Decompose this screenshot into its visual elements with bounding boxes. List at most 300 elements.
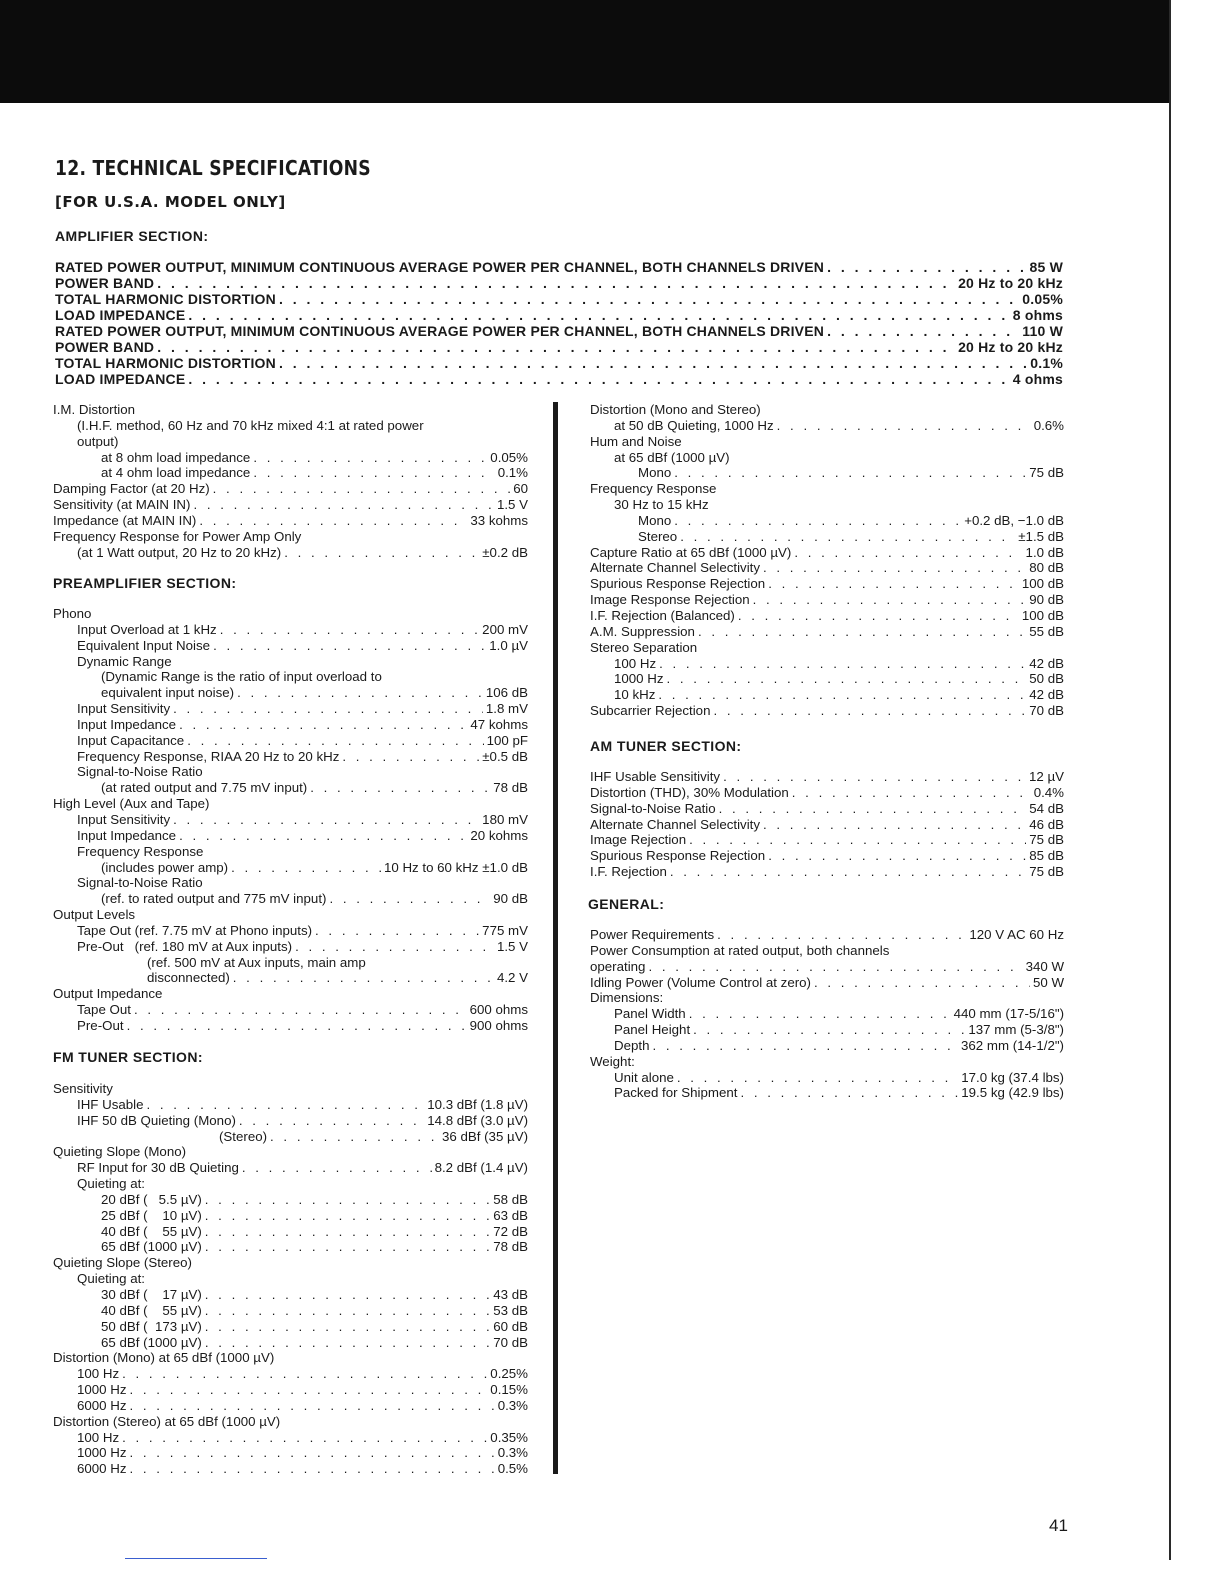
spec-label: Distortion (Mono and Stereo) — [590, 402, 761, 417]
spec-label: 20 dBf ( 5.5 µV) — [101, 1191, 202, 1207]
spec-label: I.F. Rejection (Balanced) — [590, 607, 735, 623]
spec-label: 6000 Hz — [77, 1461, 127, 1477]
spec-label: High Level (Aux and Tape) — [53, 796, 210, 812]
spec-label: Signal-to-Noise Ratio — [590, 800, 716, 816]
spec-label: at 4 ohm load impedance — [101, 465, 251, 481]
spec-label: (at 1 Watt output, 20 Hz to 20 kHz) — [77, 544, 282, 560]
spec-row — [53, 513, 528, 529]
spec-row — [53, 545, 528, 561]
spec-label: IHF Usable Sensitivity — [590, 769, 721, 784]
spec-row — [590, 545, 1064, 561]
dot-leader — [134, 1002, 467, 1018]
spec-value: 0.05% — [490, 449, 528, 465]
dot-leader — [719, 801, 1027, 817]
spec-row — [53, 828, 528, 844]
am-tuner-section-title: AM TUNER SECTION: — [590, 738, 742, 754]
spec-label: Weight: — [590, 1053, 635, 1069]
spec-label: POWER BAND — [55, 339, 155, 355]
dot-leader — [205, 1319, 490, 1335]
spec-label: 10 kHz — [614, 687, 656, 703]
dot-leader — [193, 497, 494, 513]
dot-leader — [220, 622, 479, 638]
spec-value: 180 mV — [482, 811, 528, 827]
spec-row — [53, 970, 528, 986]
dot-leader — [279, 355, 1027, 371]
spec-row — [590, 418, 1064, 434]
dot-leader — [205, 1303, 490, 1319]
spec-row — [55, 307, 1063, 323]
spec-row — [55, 355, 1063, 371]
spec-row — [53, 844, 528, 860]
spec-row — [53, 812, 528, 828]
dot-leader — [130, 1445, 495, 1461]
dot-leader — [253, 450, 487, 466]
spec-value: 33 kohms — [470, 512, 528, 528]
spec-label: Dynamic Range — [77, 653, 172, 669]
spec-value: 46 dB — [1029, 816, 1064, 832]
spec-value: 78 dB — [493, 1239, 528, 1255]
spec-label: A.M. Suppression — [590, 623, 695, 639]
spec-label: IHF 50 dB Quieting (Mono) — [77, 1112, 236, 1128]
column-divider — [553, 402, 558, 1474]
spec-row — [53, 875, 528, 891]
spec-value: 78 dB — [493, 780, 528, 796]
spec-value: 20 Hz to 20 kHz — [958, 339, 1063, 355]
spec-row — [53, 1430, 528, 1446]
spec-row — [53, 955, 528, 971]
spec-label: Sensitivity — [53, 1081, 113, 1096]
spec-value: 53 dB — [493, 1302, 528, 1318]
spec-row — [53, 1081, 528, 1097]
dot-leader — [130, 1461, 495, 1477]
spec-value: 0.6% — [1033, 417, 1064, 433]
dot-leader — [253, 465, 494, 481]
spec-row — [590, 529, 1064, 545]
dot-leader — [205, 1208, 490, 1224]
spec-row — [53, 1208, 528, 1224]
dot-leader — [689, 832, 1026, 848]
spec-label: equivalent input noise) — [101, 685, 235, 701]
spec-label: 50 dBf ( 173 µV) — [101, 1318, 202, 1334]
spec-row — [53, 450, 528, 466]
dot-leader — [122, 1430, 487, 1446]
spec-value: 63 dB — [493, 1207, 528, 1223]
spec-row — [53, 1255, 528, 1271]
spec-value: 17.0 kg (37.4 lbs) — [961, 1069, 1064, 1085]
spec-row — [590, 1070, 1064, 1086]
spec-value: ±0.5 dB — [482, 748, 528, 764]
spec-row — [590, 1085, 1064, 1101]
spec-row — [53, 780, 528, 796]
spec-label: Input Sensitivity — [77, 701, 171, 717]
dot-leader — [689, 1006, 951, 1022]
spec-value: 4.2 V — [496, 970, 528, 986]
page-subtitle: [FOR U.S.A. MODEL ONLY] — [55, 193, 286, 211]
spec-label: Panel Height — [614, 1022, 691, 1038]
dot-leader — [667, 671, 1027, 687]
dot-leader — [205, 1335, 490, 1351]
spec-value: 80 dB — [1029, 560, 1064, 576]
spec-label: 100 Hz — [77, 1366, 120, 1382]
spec-label: 65 dBf (1000 µV) — [101, 1239, 202, 1255]
spec-label: at 65 dBf (1000 µV) — [614, 449, 730, 465]
spec-label: Equivalent Input Noise — [77, 637, 211, 653]
spec-row — [590, 959, 1064, 975]
spec-row — [53, 497, 528, 513]
spec-label: Pre-Out (ref. 180 mV at Aux inputs) — [77, 938, 293, 954]
spec-row — [590, 785, 1064, 801]
spec-row — [590, 1038, 1064, 1054]
spec-value: 100 dB — [1021, 576, 1064, 592]
spec-value: 72 dB — [493, 1223, 528, 1239]
spec-row — [53, 1461, 528, 1477]
spec-value: 120 V AC 60 Hz — [969, 927, 1064, 942]
spec-label: Damping Factor (at 20 Hz) — [53, 481, 210, 497]
dot-leader — [652, 1038, 958, 1054]
spec-value: ±0.2 dB — [482, 544, 528, 560]
dot-leader — [763, 817, 1026, 833]
spec-label: (Stereo) — [219, 1128, 268, 1144]
dot-leader — [205, 1224, 490, 1240]
spec-row — [53, 418, 528, 434]
dot-leader — [310, 780, 490, 796]
spec-row — [590, 943, 1064, 959]
spec-label: Spurious Response Rejection — [590, 848, 766, 864]
dot-leader — [740, 1085, 958, 1101]
spec-row — [590, 703, 1064, 719]
spec-row — [53, 939, 528, 955]
spec-value: 47 kohms — [470, 716, 528, 732]
dot-leader — [670, 864, 1026, 880]
spec-label: Input Impedance — [77, 827, 177, 843]
spec-row — [53, 481, 528, 497]
spec-value: 900 ohms — [469, 1017, 528, 1033]
spec-row — [53, 638, 528, 654]
spec-row — [53, 1287, 528, 1303]
dot-leader — [768, 848, 1026, 864]
spec-row — [53, 1382, 528, 1398]
spec-value: 0.4% — [1033, 784, 1064, 800]
spec-row — [590, 624, 1064, 640]
fm-tuner-continued-list — [590, 402, 1064, 719]
spec-label: Mono — [638, 465, 672, 481]
fm-tuner-section-title: FM TUNER SECTION: — [53, 1049, 203, 1065]
spec-label: Alternate Channel Selectivity — [590, 560, 760, 576]
spec-value: 19.5 kg (42.9 lbs) — [961, 1085, 1064, 1101]
dot-leader — [188, 307, 1009, 323]
dot-leader — [157, 275, 955, 291]
spec-value: 0.1% — [497, 465, 528, 481]
spec-row — [590, 481, 1064, 497]
spec-label: 65 dBf (1000 µV) — [101, 1334, 202, 1350]
spec-label: Impedance (at MAIN IN) — [53, 512, 197, 528]
spec-row — [53, 1176, 528, 1192]
spec-label: 40 dBf ( 55 µV) — [101, 1302, 202, 1318]
spec-value: 137 mm (5-3/8") — [968, 1022, 1064, 1038]
dot-leader — [827, 323, 1019, 339]
dot-leader — [674, 513, 961, 529]
dot-leader — [659, 656, 1026, 672]
spec-row — [590, 817, 1064, 833]
spec-row — [590, 848, 1064, 864]
spec-label: 40 dBf ( 55 µV) — [101, 1223, 202, 1239]
spec-label: Hum and Noise — [590, 433, 682, 449]
spec-row — [590, 927, 1064, 943]
spec-label: Frequency Response — [77, 843, 204, 859]
spec-row — [55, 275, 1063, 291]
spec-value: 85 W — [1029, 259, 1063, 275]
page-number: 41 — [1049, 1516, 1068, 1535]
dot-leader — [179, 828, 467, 844]
spec-row — [55, 259, 1063, 275]
spec-row — [53, 529, 528, 545]
spec-label: TOTAL HARMONIC DISTORTION — [55, 355, 276, 371]
spec-row — [55, 291, 1063, 307]
spec-label: 100 Hz — [77, 1429, 120, 1445]
spec-row — [53, 1113, 528, 1129]
dot-leader — [827, 259, 1026, 275]
spec-value: 0.3% — [497, 1445, 528, 1461]
spec-row — [590, 608, 1064, 624]
spec-value: 10.3 dBf (1.8 µV) — [427, 1096, 528, 1112]
spec-label: output) — [77, 433, 119, 449]
spec-value: 1.0 µV — [489, 637, 528, 653]
spec-row — [590, 769, 1064, 785]
spec-row — [53, 1144, 528, 1160]
spec-label: Pre-Out — [77, 1017, 124, 1033]
spec-value: 440 mm (17-5/16") — [953, 1006, 1064, 1022]
spec-row — [53, 701, 528, 717]
spec-row — [590, 864, 1064, 880]
dot-leader — [199, 513, 467, 529]
dot-leader — [284, 545, 479, 561]
dot-leader — [753, 592, 1027, 608]
spec-label: Input Capacitance — [77, 732, 185, 748]
dot-leader — [231, 860, 381, 876]
spec-label: (includes power amp) — [101, 859, 229, 875]
amplifier-spec-list — [55, 259, 1063, 387]
spec-row — [53, 685, 528, 701]
amp-details-list — [53, 402, 528, 560]
spec-row — [53, 1350, 528, 1366]
spec-row — [53, 907, 528, 923]
spec-label: Mono — [638, 512, 672, 528]
dot-leader — [242, 1160, 432, 1176]
spec-value: 8.2 dBf (1.4 µV) — [434, 1160, 528, 1176]
spec-label: (ref. 500 mV at Aux inputs, main amp — [147, 954, 366, 970]
spec-row — [590, 656, 1064, 672]
dot-leader — [295, 939, 494, 955]
spec-row — [53, 717, 528, 733]
spec-value: 100 dB — [1021, 607, 1064, 623]
spec-label: Tape Out — [77, 1002, 131, 1018]
preamp-spec-list — [53, 606, 528, 1034]
dot-leader — [127, 1018, 467, 1034]
spec-label: Input Overload at 1 kHz — [77, 621, 217, 637]
dot-leader — [179, 717, 467, 733]
spec-label: Stereo Separation — [590, 639, 698, 655]
spec-row — [53, 1303, 528, 1319]
spec-label: Distortion (THD), 30% Modulation — [590, 784, 789, 800]
spec-row — [53, 1192, 528, 1208]
spec-value: 362 mm (14-1/2") — [960, 1037, 1064, 1053]
dot-leader — [130, 1398, 495, 1414]
spec-row — [590, 671, 1064, 687]
spec-value: 75 dB — [1029, 832, 1064, 848]
spec-value: 90 dB — [493, 891, 528, 907]
spec-row — [590, 434, 1064, 450]
dot-leader — [794, 545, 1022, 561]
spec-row — [53, 733, 528, 749]
spec-label: Spurious Response Rejection — [590, 576, 766, 592]
spec-row — [53, 1271, 528, 1287]
spec-label: (I.H.F. method, 60 Hz and 70 kHz mixed 4:1 at rated power — [77, 417, 424, 433]
spec-row — [53, 622, 528, 638]
spec-row — [53, 654, 528, 670]
spec-row — [590, 1022, 1064, 1038]
spec-value: 85 dB — [1029, 848, 1064, 864]
spec-row — [53, 1097, 528, 1113]
dot-leader — [658, 687, 1026, 703]
spec-value: 0.15% — [490, 1382, 528, 1398]
dot-leader — [237, 685, 483, 701]
spec-value: 55 dB — [1029, 623, 1064, 639]
spec-label: (ref. to rated output and 775 mV input) — [101, 891, 327, 907]
spec-value: 54 dB — [1029, 800, 1064, 816]
spec-label: Power Consumption at rated output, both channels — [590, 942, 890, 958]
spec-value: 75 dB — [1029, 864, 1064, 880]
dot-leader — [315, 923, 479, 939]
spec-label: Panel Width — [614, 1006, 686, 1022]
dot-leader — [698, 624, 1026, 640]
spec-value: 58 dB — [493, 1191, 528, 1207]
spec-row — [53, 764, 528, 780]
spec-label: Idling Power (Volume Control at zero) — [590, 974, 811, 990]
spec-value: 60 — [513, 481, 528, 497]
dot-leader — [677, 1070, 958, 1086]
dot-leader — [213, 638, 486, 654]
spec-label: Input Impedance — [77, 716, 177, 732]
spec-label: (Dynamic Range is the ratio of input overload to — [101, 669, 382, 685]
spec-row — [53, 669, 528, 685]
dot-leader — [648, 959, 1022, 975]
spec-label: Signal-to-Noise Ratio — [77, 764, 203, 780]
spec-value: 10 Hz to 60 kHz ±1.0 dB — [383, 859, 528, 875]
spec-label: Distortion (Mono) at 65 dBf (1000 µV) — [53, 1350, 275, 1366]
spec-label: Quieting Slope (Mono) — [53, 1144, 187, 1160]
page-title: 12. TECHNICAL SPECIFICATIONS — [55, 156, 371, 180]
spec-label: disconnected) — [147, 970, 230, 986]
spec-label: Dimensions: — [590, 990, 664, 1006]
spec-row — [53, 606, 528, 622]
dot-leader — [279, 291, 1019, 307]
dot-leader — [717, 927, 966, 943]
spec-row — [53, 1160, 528, 1176]
spec-row — [590, 990, 1064, 1006]
page-edge-rule — [1169, 0, 1171, 1560]
spec-label: Power Requirements — [590, 927, 715, 942]
spec-label: Quieting at: — [77, 1176, 146, 1192]
dot-leader — [213, 481, 511, 497]
spec-row — [53, 1335, 528, 1351]
spec-row — [590, 832, 1064, 848]
spec-label: Tape Out (ref. 7.75 mV at Phono inputs) — [77, 922, 313, 938]
spec-value: 4 ohms — [1012, 371, 1063, 387]
spec-value: 50 W — [1032, 974, 1064, 990]
spec-label: Distortion (Stereo) at 65 dBf (1000 µV) — [53, 1413, 281, 1429]
spec-row — [53, 1239, 528, 1255]
spec-value: 36 dBf (35 µV) — [441, 1128, 528, 1144]
spec-value: 0.35% — [490, 1429, 528, 1445]
general-section-title: GENERAL: — [588, 896, 665, 912]
spec-row — [53, 1445, 528, 1461]
spec-row — [53, 434, 528, 450]
dot-leader — [738, 608, 1019, 624]
spec-label: TOTAL HARMONIC DISTORTION — [55, 291, 276, 307]
preamp-section-title: PREAMPLIFIER SECTION: — [53, 575, 237, 591]
am-tuner-spec-list — [590, 769, 1064, 880]
spec-value: ±1.5 dB — [1018, 528, 1064, 544]
spec-row — [590, 640, 1064, 656]
spec-value: 110 W — [1022, 323, 1063, 339]
spec-label: Sensitivity (at MAIN IN) — [53, 497, 191, 513]
dot-leader — [763, 560, 1026, 576]
spec-value: 20 Hz to 20 kHz — [958, 275, 1063, 291]
spec-label: RATED POWER OUTPUT, MINIMUM CONTINUOUS AVERAGE POWER PER CHANNEL, BOTH CHANNELS DRIVEN — [55, 323, 825, 339]
spec-label: Quieting at: — [77, 1271, 146, 1287]
spec-row — [55, 371, 1063, 387]
spec-label: 1000 Hz — [77, 1382, 127, 1398]
spec-row — [53, 1018, 528, 1034]
spec-label: (at rated output and 7.75 mV input) — [101, 780, 308, 796]
spec-label: Output Levels — [53, 907, 136, 923]
spec-value: 43 dB — [493, 1286, 528, 1302]
spec-value: 14.8 dBf (3.0 µV) — [427, 1112, 528, 1128]
dot-leader — [814, 975, 1030, 991]
dot-leader — [188, 371, 1009, 387]
spec-value: 0.05% — [1022, 291, 1063, 307]
spec-label: IHF Usable — [77, 1096, 144, 1112]
spec-value: 75 dB — [1029, 465, 1064, 481]
spec-value: 200 mV — [482, 621, 528, 637]
spec-value: +0.2 dB, −1.0 dB — [964, 512, 1064, 528]
spec-row — [55, 339, 1063, 355]
spec-label: Output Impedance — [53, 986, 163, 1002]
dot-leader — [122, 1366, 487, 1382]
fm-tuner-spec-list — [53, 1081, 528, 1477]
spec-row — [53, 1398, 528, 1414]
spec-value: 340 W — [1025, 958, 1064, 974]
spec-label: Frequency Response for Power Amp Only — [53, 528, 302, 544]
spec-value: 42 dB — [1029, 655, 1064, 671]
spec-row — [590, 560, 1064, 576]
dot-leader — [173, 812, 479, 828]
spec-value: 0.3% — [497, 1397, 528, 1413]
spec-row — [53, 1319, 528, 1335]
spec-label: I.M. Distortion — [53, 402, 136, 417]
dot-leader — [147, 1097, 425, 1113]
spec-label: Capture Ratio at 65 dBf (1000 µV) — [590, 544, 792, 560]
spec-row — [590, 497, 1064, 513]
spec-value: 50 dB — [1029, 671, 1064, 687]
spec-value: 0.5% — [497, 1461, 528, 1477]
spec-row — [590, 576, 1064, 592]
spec-row — [53, 923, 528, 939]
dot-leader — [723, 769, 1026, 785]
spec-value: 0.1% — [1030, 355, 1063, 371]
spec-row — [53, 1129, 528, 1145]
spec-row — [590, 592, 1064, 608]
